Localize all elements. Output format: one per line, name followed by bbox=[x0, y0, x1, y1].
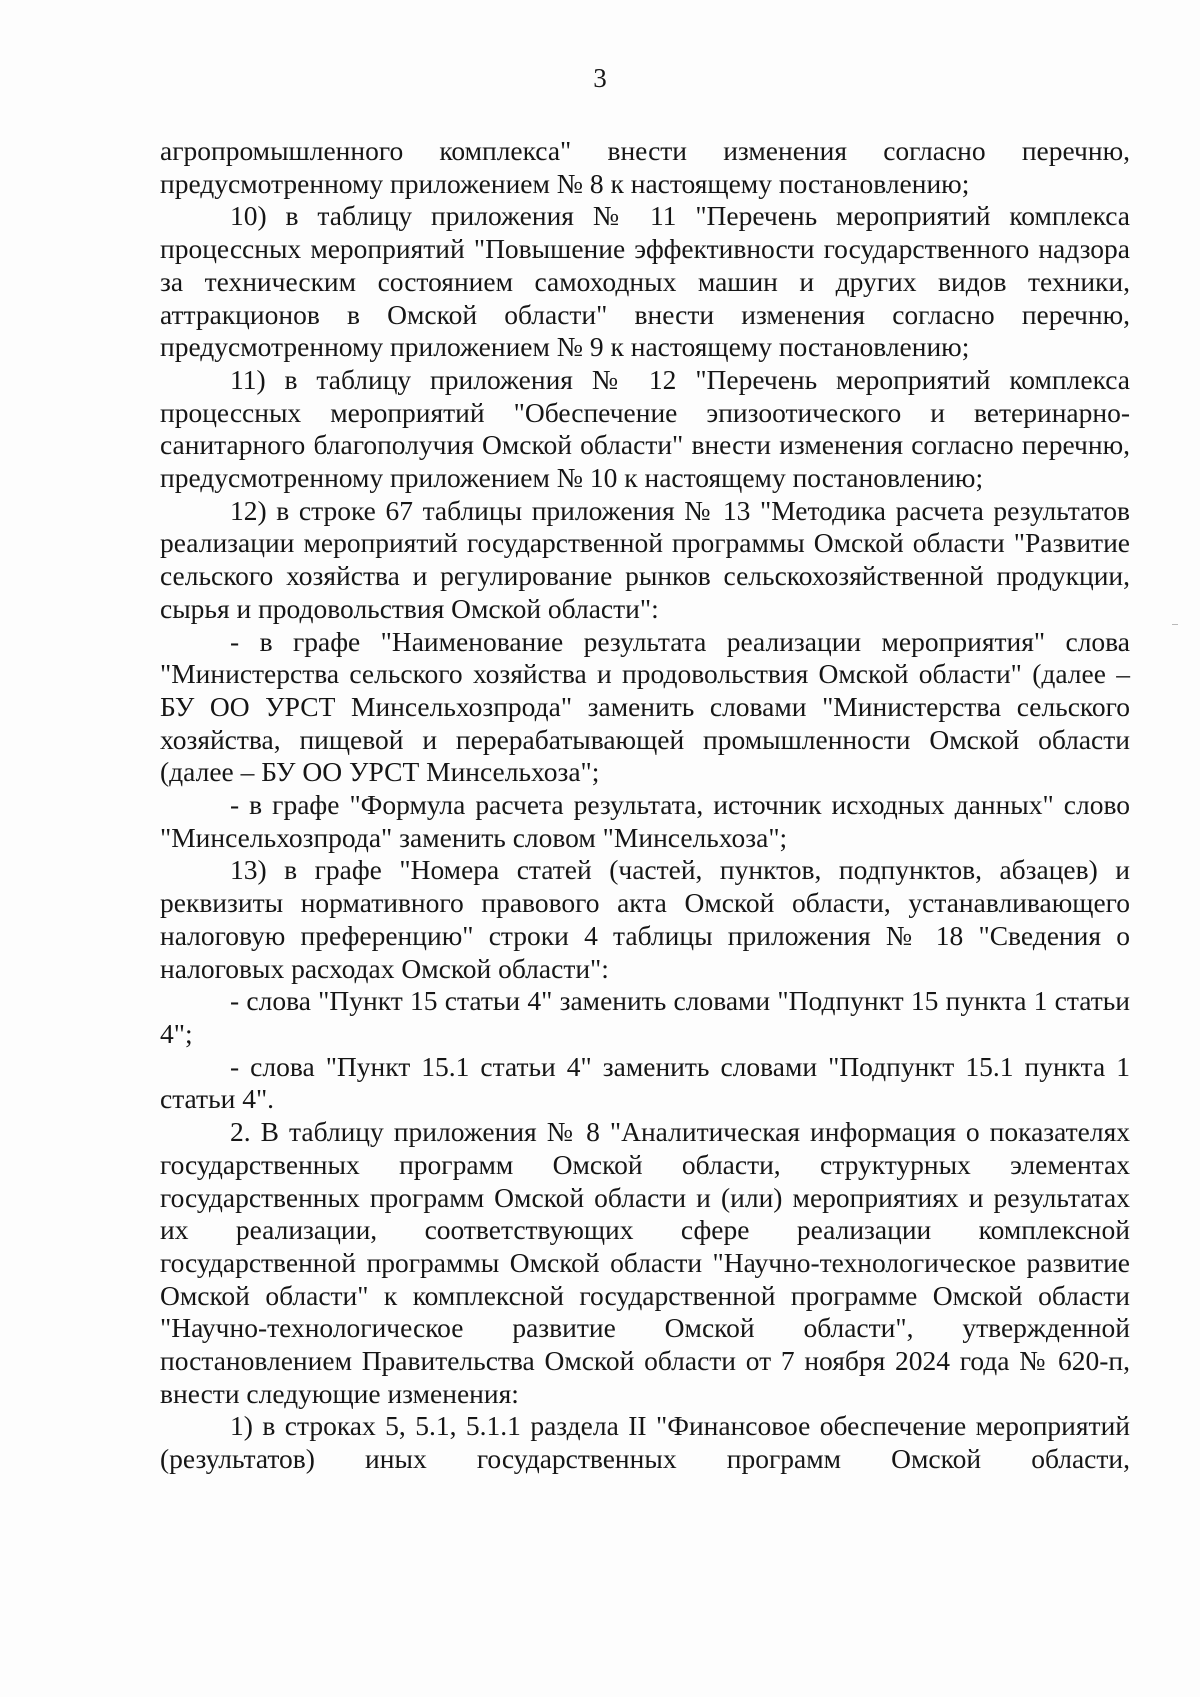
paragraph-item-10: 10) в таблицу приложения № 11 "Перечень мероприятий комплекса процессных мероприятий "Повышение эффективности государственного надзора за техническим состоянием самоходных машин и других видов техники, аттракционов в Омской области" внести изменения согласно перечню, предусмотренному приложением № 9 к настоящему постановлению; bbox=[160, 200, 1130, 363]
paragraph-dash-point-15-1: - слова "Пункт 15.1 статьи 4" заменить словами "Подпункт 15.1 пункта 1 статьи 4". bbox=[160, 1050, 1130, 1115]
paragraph-section-2: 2. В таблицу приложения № 8 "Аналитическая информация о показателях государственных программ Омской области, структурных элементах государственных программ Омской области и (или) мероприятиях и результатах их реализации, соответствующих сфере реализации комплексной государственной программы Омской области "Научно-технологическое развитие Омской области" к комплексной государственной программе Омской области "Научно-технологическое развитие Омской области", утвержденной постановлением Правительства Омской области от 7 ноября 2024 года № 620-п, внести следующие изменения: bbox=[160, 1116, 1130, 1409]
document-body bbox=[160, 135, 1130, 1476]
paragraph-dash-point-15: - слова "Пункт 15 статьи 4" заменить словами "Подпункт 15 пункта 1 статьи 4"; bbox=[160, 985, 1130, 1049]
paragraph-dash-name-column: - в графе "Наименование результата реализации мероприятия" слова "Министерства сельского хозяйства и продовольствия Омской области" (далее – БУ ОО УРСТ Минсельхозпрода" заменить словами "Министерства сельского хозяйства, пищевой и перерабатывающей промышленности Омской области (далее – БУ ОО УРСТ Минсельхоза"; bbox=[160, 625, 1130, 788]
paragraph-section-2-item-1: 1) в строках 5, 5.1, 5.1.1 раздела II "Финансовое обеспечение мероприятий (результатов) иных государственных программ Омской области, bbox=[160, 1410, 1130, 1475]
paragraph-item-12: 12) в строке 67 таблицы приложения № 13 "Методика расчета результатов реализации мероприятий государственной программы Омской области "Развитие сельского хозяйства и регулирование рынков сельскохозяйственной продукции, сырья и продовольствия Омской области": bbox=[160, 494, 1130, 624]
page-number: 3 bbox=[593, 63, 607, 93]
paragraph-dash-formula-column: - в графе "Формула расчета результата, источник исходных данных" слово "Минсельхозпрода" заменить словом "Минсельхоза"; bbox=[160, 789, 1130, 853]
scan-artifact bbox=[1172, 624, 1178, 625]
paragraph-continuation: агропромышленного комплекса" внести изменения согласно перечню, предусмотренному приложением № 8 к настоящему постановлению; bbox=[160, 135, 1130, 199]
paragraph-item-11: 11) в таблицу приложения № 12 "Перечень мероприятий комплекса процессных мероприятий "Обеспечение эпизоотического и ветеринарно-санитарного благополучия Омской области" внести изменения согласно перечню, предусмотренному приложением № 10 к настоящему постановлению; bbox=[160, 363, 1130, 494]
paragraph-item-13: 13) в графе "Номера статей (частей, пунктов, подпунктов, абзацев) и реквизиты нормативного правового акта Омской области, устанавливающего налоговую преференцию" строки 4 таблицы приложения № 18 "Сведения о налоговых расходах Омской области": bbox=[160, 854, 1130, 984]
